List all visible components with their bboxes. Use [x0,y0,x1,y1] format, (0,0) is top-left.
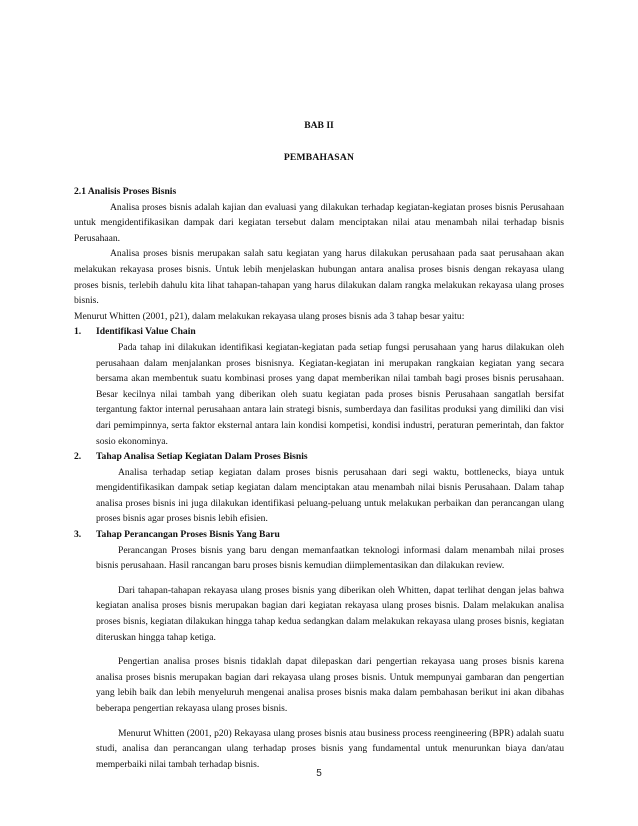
step-body: Perancangan Proses bisnis yang baru dengan memanfaatkan teknologi informasi dalam menambah nilai proses bisnis perusahaan. Hasil rancangan baru proses bisnis kemudian diimplementasikan dan dilakukan review. [96,544,564,572]
list-item [74,324,564,449]
step-body: Analisa terhadap setiap kegiatan dalam proses bisnis perusahaan dari segi waktu, bottlenecks, biaya untuk mengidentifikasikan dampak setiap kegiatan dalam menciptakan atau menambah nilai bisnis Perusahaan. Dalam tahap analisa proses bisnis ini juga dilakukan identifikasi peluang-peluang untuk melakukan perbaikan dan perancangan ulang proses bisnis agar proses bisnis lebih efisien. [96,466,564,525]
spacer [74,574,564,583]
chapter-number: BAB II [304,120,334,131]
closing-paragraph-1: Dari tahapan-tahapan rekayasa ulang proses bisnis yang diberikan oleh Whitten, dapat terlihat dengan jelas bahwa kegiatan analisa proses bisnis merupakan bagian dari kegiatan rekayasa ulang proses bisnis. Dalam melakukan analisa proses bisnis, kegiatan dilakukan hingga tahap kedua sedangkan dalam melakukan rekayasa ulang proses bisnis, kegiatan diteruskan hingga tahap ketiga. [96,584,564,643]
spacer [74,645,564,654]
step-title: Identifikasi Value Chain [96,326,196,338]
step-title: Tahap Perancangan Proses Bisnis Yang Baru [96,529,280,541]
list-item [74,449,564,527]
step-body: Pada tahap ini dilakukan identifikasi kegiatan-kegiatan pada setiap fungsi perusahaan yang harus dilakukan oleh perusahaan dalam menjalankan proses bisnisnya. Kegiatan-kegiatan ini merupakan rangkaian kegiatan yang secara bersama akan membentuk suatu kombinasi proses yang dapat memberikan nilai tambah bagi proses bisnis perusahaan. Besar kecilnya nilai tambah yang diberikan oleh suatu kegiatan pada proses bisnis Perusahaan sangatlah bersifat tergantung faktor internal perusahaan antara lain strategi bisnis, sumberdaya dan fasilitas produksi yang dimiliki dan visi dari pemimpinnya, serta faktor eksternal antara lain kondisi kompetisi, kondisi industri, peraturan pemerintah, dan faktor sosio ekonominya. [96,341,564,447]
step-number: 1. [74,326,82,338]
closing-paragraph-3: Menurut Whitten (2001, p20) Rekayasa ulang proses bisnis atau business process reengineering (BPR) adalah suatu studi, analisa dan perancangan ulang terhadap proses bisnis yang fundamental untuk menurunkan biaya dan/atau memperbaiki nilai tambah terhadap bisnis. [96,727,564,770]
spacer [74,717,564,726]
chapter-title: PEMBAHASAN [283,152,355,163]
step-number: 2. [74,451,82,463]
whitten-line: Menurut Whitten (2001, p21), dalam melakukan rekayasa ulang proses bisnis ada 3 tahap besar yaitu: [74,310,465,322]
intro-paragraph-1: Analisa proses bisnis adalah kajian dan evaluasi yang dilakukan terhadap kegiatan-kegiatan proses bisnis Perusahaan untuk mengidentifikasikan dampak dari kegiatan tersebut dalam menciptakan nilai atau menambah nilai terhadap bisnis Perusahaan. [74,201,564,244]
list-item [74,527,564,574]
closing-paragraph-2: Pengertian analisa proses bisnis tidaklah dapat dilepaskan dari pengertian rekayasa uang proses bisnis karena analisa proses bisnis merupakan bagian dari rekayasa ulang proses bisnis. Untuk mempunyai gambaran dan pengertian yang lebih baik dan lebih menyeluruh mengenai analisa proses bisnis maka dalam pembahasan berikut ini akan dibahas beberapa pengertian rekayasa ulang proses bisnis. [96,656,564,714]
section-heading: 2.1 Analisis Proses Bisnis [74,186,177,197]
body-text [74,184,564,772]
steps-list [74,324,564,574]
step-title: Tahap Analisa Setiap Kegiatan Dalam Proses Bisnis [96,451,308,463]
intro-paragraph-2: Analisa proses bisnis merupakan salah satu kegiatan yang harus dilakukan perusahaan pada saat perusahaan akan melakukan rekayasa proses bisnis. Untuk lebih menjelaskan hubungan antara analisa proses bisnis dengan rekayasa ulang proses bisnis, terlebih dahulu kita lihat tahapan-tahapan yang harus dilakukan dalam rangka melakukan rekayasa ulang proses bisnis. [74,248,564,307]
step-number: 3. [74,529,82,541]
page-number: 5 [316,768,322,779]
